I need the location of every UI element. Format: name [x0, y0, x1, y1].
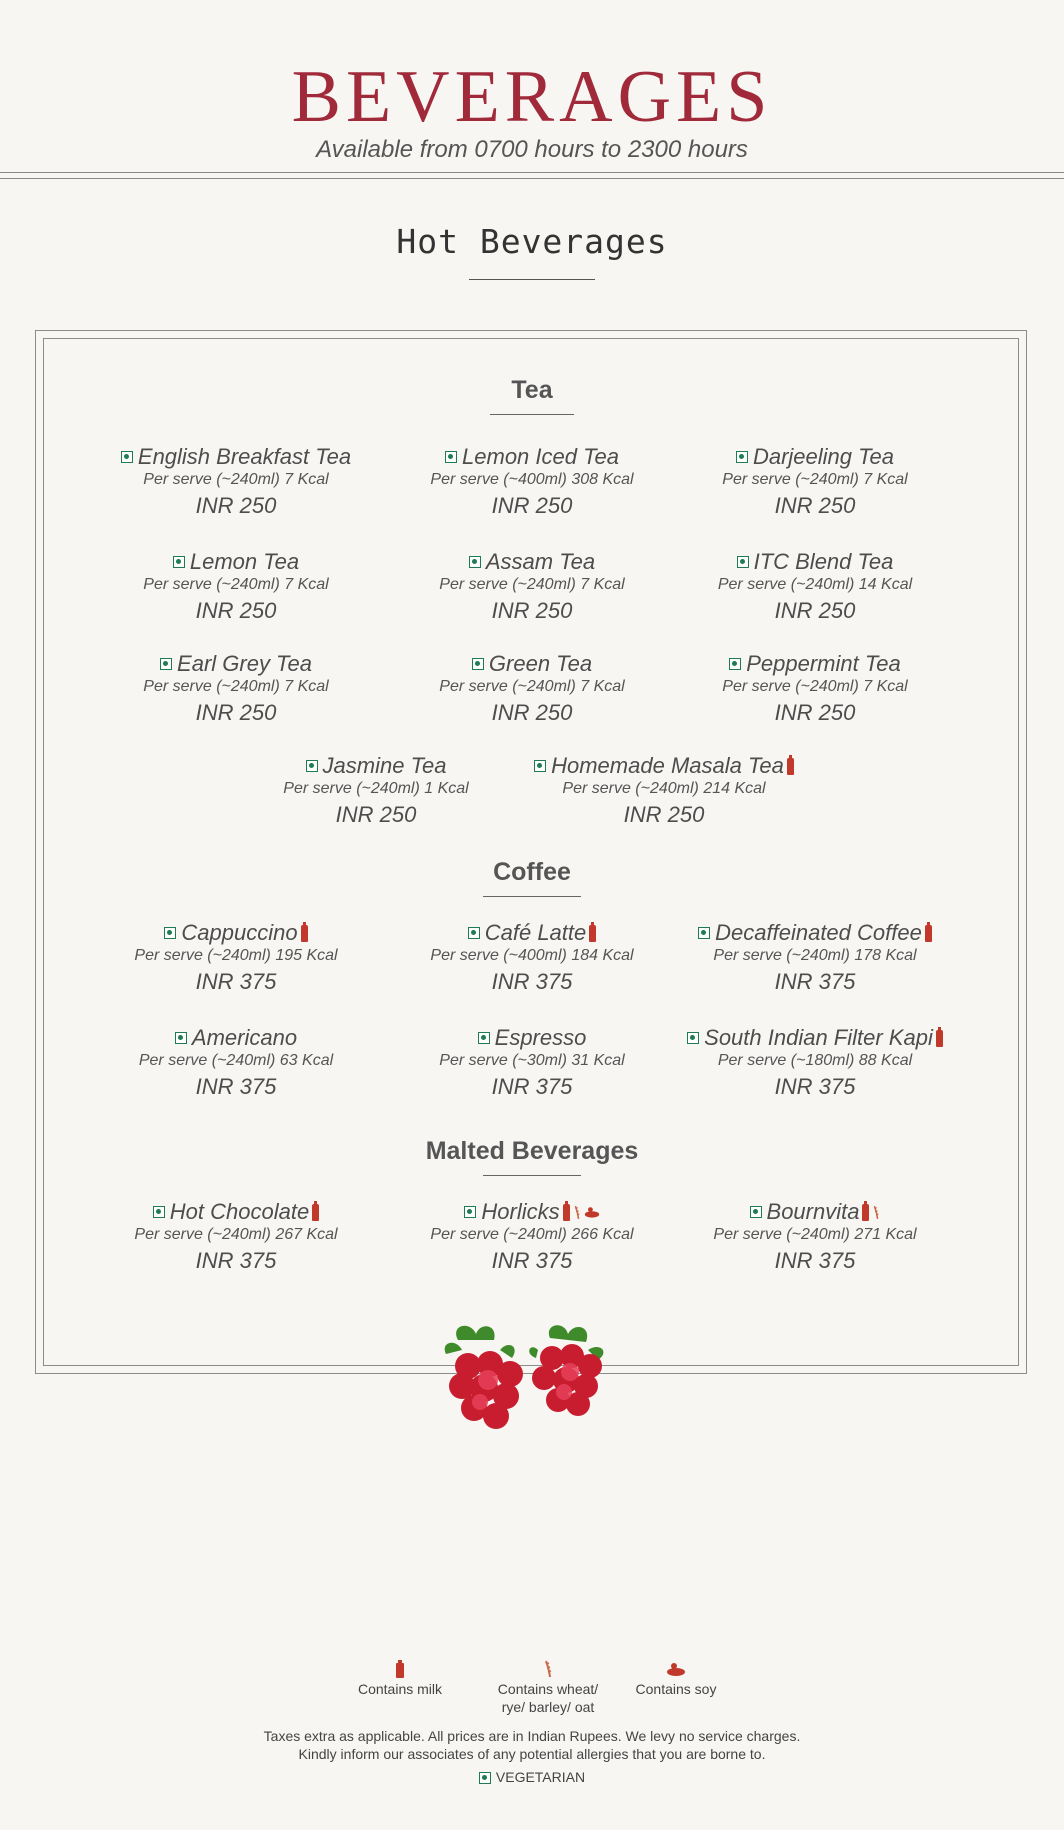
menu-item-name-row: [306, 753, 447, 779]
milk-icon: [395, 1660, 405, 1678]
veg-mark-icon: [464, 1206, 476, 1218]
menu-item: [86, 1025, 386, 1101]
header-divider-top: [0, 172, 1064, 173]
menu-item-price: INR 375: [774, 1074, 856, 1099]
legend-milk-label: Contains milk: [357, 1681, 443, 1697]
menu-item-name: Homemade Masala Tea: [551, 753, 784, 778]
category-title-coffee: Coffee: [493, 858, 571, 886]
menu-item-price: INR 250: [774, 598, 856, 623]
menu-item-serving: Per serve (~240ml) 7 Kcal: [722, 471, 908, 488]
milk-icon: [787, 758, 794, 775]
menu-item-name-row: [164, 920, 307, 946]
legend-wheat: [478, 1660, 618, 1716]
menu-item-name-row: [175, 1025, 297, 1051]
menu-item-price: INR 250: [623, 802, 705, 827]
menu-item-price: INR 250: [195, 493, 277, 518]
menu-item-name-row: [121, 444, 351, 470]
menu-item-serving: Per serve (~240ml) 7 Kcal: [143, 471, 329, 488]
category-title-tea: Tea: [511, 376, 553, 404]
section-title: Hot Beverages: [396, 222, 668, 261]
menu-item: [382, 1025, 682, 1101]
menu-item-serving: Per serve (~240ml) 266 Kcal: [430, 1226, 634, 1243]
menu-item-name: Hot Chocolate: [169, 1199, 310, 1224]
menu-item-price: INR 375: [491, 1248, 573, 1273]
veg-mark-icon: [469, 556, 481, 568]
vegetarian-label: VEGETARIAN: [495, 1769, 586, 1785]
menu-item-serving: Per serve (~240ml) 7 Kcal: [439, 576, 625, 593]
menu-item-name-row: [534, 753, 794, 779]
menu-item-name-row: [687, 1025, 943, 1051]
menu-item-name: Espresso: [494, 1025, 587, 1050]
veg-mark-icon: [698, 927, 710, 939]
menu-item: [382, 651, 682, 727]
legend-wheat-label-1: Contains wheat/: [497, 1681, 599, 1697]
menu-item-name: Horlicks: [481, 1199, 560, 1224]
menu-item-name-row: [445, 444, 619, 470]
menu-item-name-row: [469, 549, 595, 575]
veg-mark-icon: [478, 1032, 490, 1044]
menu-item-name-row: [160, 651, 312, 677]
veg-mark-icon: [445, 451, 457, 463]
menu-item-name: Bournvita: [766, 1199, 860, 1224]
milk-icon: [589, 925, 596, 942]
menu-item: [86, 549, 386, 625]
legend-soy: [616, 1660, 736, 1698]
page-title: BEVERAGES: [291, 56, 773, 138]
menu-item-name-row: [750, 1199, 881, 1225]
menu-item-name: Peppermint Tea: [746, 651, 901, 676]
soy-icon: [666, 1660, 686, 1678]
menu-item-price: INR 375: [195, 1248, 277, 1273]
legend-soy-label: Contains soy: [635, 1681, 717, 1697]
menu-item: [382, 920, 682, 996]
menu-item: [514, 753, 814, 829]
veg-mark-icon: [175, 1032, 187, 1044]
veg-mark-icon: [160, 658, 172, 670]
menu-item-name: English Breakfast Tea: [137, 444, 352, 469]
menu-item: [86, 444, 386, 520]
menu-item: [226, 753, 526, 829]
menu-item: [382, 1199, 682, 1275]
menu-item-price: INR 250: [774, 493, 856, 518]
menu-item-name: South Indian Filter Kapi: [704, 1025, 933, 1050]
menu-item-price: INR 250: [491, 598, 573, 623]
menu-item-name-row: [736, 444, 894, 470]
veg-mark-icon: [173, 556, 185, 568]
header-divider-bottom: [0, 178, 1064, 179]
veg-mark-icon: [164, 927, 176, 939]
menu-item-serving: Per serve (~240ml) 267 Kcal: [134, 1226, 338, 1243]
legend-wheat-label-2: rye/ barley/ oat: [501, 1699, 595, 1715]
veg-mark-icon: [153, 1206, 165, 1218]
menu-item-name-row: [468, 920, 597, 946]
wheat-icon: [573, 1204, 581, 1221]
veg-mark-icon: [737, 556, 749, 568]
veg-mark-icon: [479, 1772, 491, 1784]
menu-item-price: INR 250: [774, 700, 856, 725]
menu-item-name: Café Latte: [484, 920, 587, 945]
menu-item-price: INR 375: [491, 969, 573, 994]
menu-item-serving: Per serve (~240ml) 7 Kcal: [143, 678, 329, 695]
menu-item-serving: Per serve (~240ml) 214 Kcal: [562, 780, 766, 797]
menu-item-serving: Per serve (~180ml) 88 Kcal: [717, 1052, 913, 1069]
menu-item-name: Decaffeinated Coffee: [715, 920, 922, 945]
menu-item-serving: Per serve (~400ml) 184 Kcal: [430, 947, 634, 964]
menu-item-price: INR 375: [491, 1074, 573, 1099]
veg-mark-icon: [534, 760, 546, 772]
menu-item-price: INR 375: [195, 969, 277, 994]
veg-mark-icon: [729, 658, 741, 670]
menu-item-name: Assam Tea: [485, 549, 596, 574]
veg-mark-icon: [468, 927, 480, 939]
menu-item-serving: Per serve (~240ml) 1 Kcal: [283, 780, 469, 797]
menu-item-serving: Per serve (~30ml) 31 Kcal: [439, 1052, 625, 1069]
menu-item-serving: Per serve (~400ml) 308 Kcal: [430, 471, 634, 488]
milk-icon: [312, 1204, 319, 1221]
menu-item: [665, 444, 965, 520]
veg-mark-icon: [750, 1206, 762, 1218]
menu-item-serving: Per serve (~240ml) 195 Kcal: [134, 947, 338, 964]
menu-item: [86, 1199, 386, 1275]
menu-item-serving: Per serve (~240ml) 7 Kcal: [439, 678, 625, 695]
legend-milk: [340, 1660, 460, 1698]
menu-item-serving: Per serve (~240ml) 178 Kcal: [713, 947, 917, 964]
milk-icon: [936, 1030, 943, 1047]
menu-item-serving: Per serve (~240ml) 14 Kcal: [717, 576, 913, 593]
menu-item: [665, 549, 965, 625]
category-underline-coffee: [483, 896, 581, 897]
menu-item-price: INR 250: [195, 598, 277, 623]
veg-mark-icon: [472, 658, 484, 670]
menu-item-name: Americano: [191, 1025, 298, 1050]
menu-item: [665, 920, 965, 996]
menu-item-price: INR 375: [774, 969, 856, 994]
menu-item-name: Lemon Iced Tea: [462, 444, 619, 469]
menu-item-name: Darjeeling Tea: [752, 444, 895, 469]
menu-item-name: Earl Grey Tea: [177, 651, 312, 676]
menu-item-name: Green Tea: [488, 651, 593, 676]
menu-item-name-row: [464, 1199, 599, 1225]
milk-icon: [301, 925, 308, 942]
menu-item: [86, 920, 386, 996]
menu-item-name: Lemon Tea: [189, 549, 300, 574]
menu-item-serving: Per serve (~240ml) 271 Kcal: [713, 1226, 917, 1243]
menu-item-serving: Per serve (~240ml) 63 Kcal: [138, 1052, 334, 1069]
menu-item: [665, 1025, 965, 1101]
menu-item-name: Cappuccino: [181, 920, 298, 945]
menu-item-price: INR 250: [491, 700, 573, 725]
veg-mark-icon: [306, 760, 318, 772]
category-underline-tea: [490, 414, 574, 415]
soy-icon: [584, 1206, 600, 1218]
category-underline-malted: [483, 1175, 581, 1176]
milk-icon: [862, 1204, 869, 1221]
menu-item-price: INR 375: [774, 1248, 856, 1273]
menu-item: [382, 549, 682, 625]
footer-note-line-2: Kindly inform our associates of any potential allergies that you are borne to.: [298, 1746, 766, 1762]
menu-item-price: INR 250: [195, 700, 277, 725]
menu-item-name-row: [173, 549, 299, 575]
footer-vegetarian: [0, 1769, 1064, 1785]
raspberry-illustration: [440, 1320, 624, 1440]
menu-item: [665, 651, 965, 727]
footer-note: [0, 1727, 1064, 1763]
menu-item-name-row: [737, 549, 894, 575]
category-title-malted-beverages: Malted Beverages: [425, 1137, 639, 1165]
menu-item: [665, 1199, 965, 1275]
service-hours: Available from 0700 hours to 2300 hours: [316, 136, 748, 163]
menu-item: [382, 444, 682, 520]
milk-icon: [925, 925, 932, 942]
menu-item-name-row: [153, 1199, 319, 1225]
veg-mark-icon: [121, 451, 133, 463]
menu-item-serving: Per serve (~240ml) 7 Kcal: [722, 678, 908, 695]
menu-item-serving: Per serve (~240ml) 7 Kcal: [143, 576, 329, 593]
menu-item-name: ITC Blend Tea: [753, 549, 894, 574]
menu-item-price: INR 375: [195, 1074, 277, 1099]
wheat-icon: [543, 1660, 553, 1678]
menu-item-name-row: [478, 1025, 587, 1051]
menu-item-name-row: [472, 651, 592, 677]
wheat-icon: [872, 1204, 880, 1221]
menu-item-name-row: [698, 920, 932, 946]
menu-item-price: INR 250: [491, 493, 573, 518]
veg-mark-icon: [687, 1032, 699, 1044]
footer-note-line-1: Taxes extra as applicable. All prices are in Indian Rupees. We levy no service charges.: [263, 1728, 801, 1744]
menu-item: [86, 651, 386, 727]
section-underline: [469, 279, 595, 280]
menu-item-price: INR 250: [335, 802, 417, 827]
menu-item-name: Jasmine Tea: [322, 753, 447, 778]
milk-icon: [563, 1204, 570, 1221]
veg-mark-icon: [736, 451, 748, 463]
menu-item-name-row: [729, 651, 901, 677]
